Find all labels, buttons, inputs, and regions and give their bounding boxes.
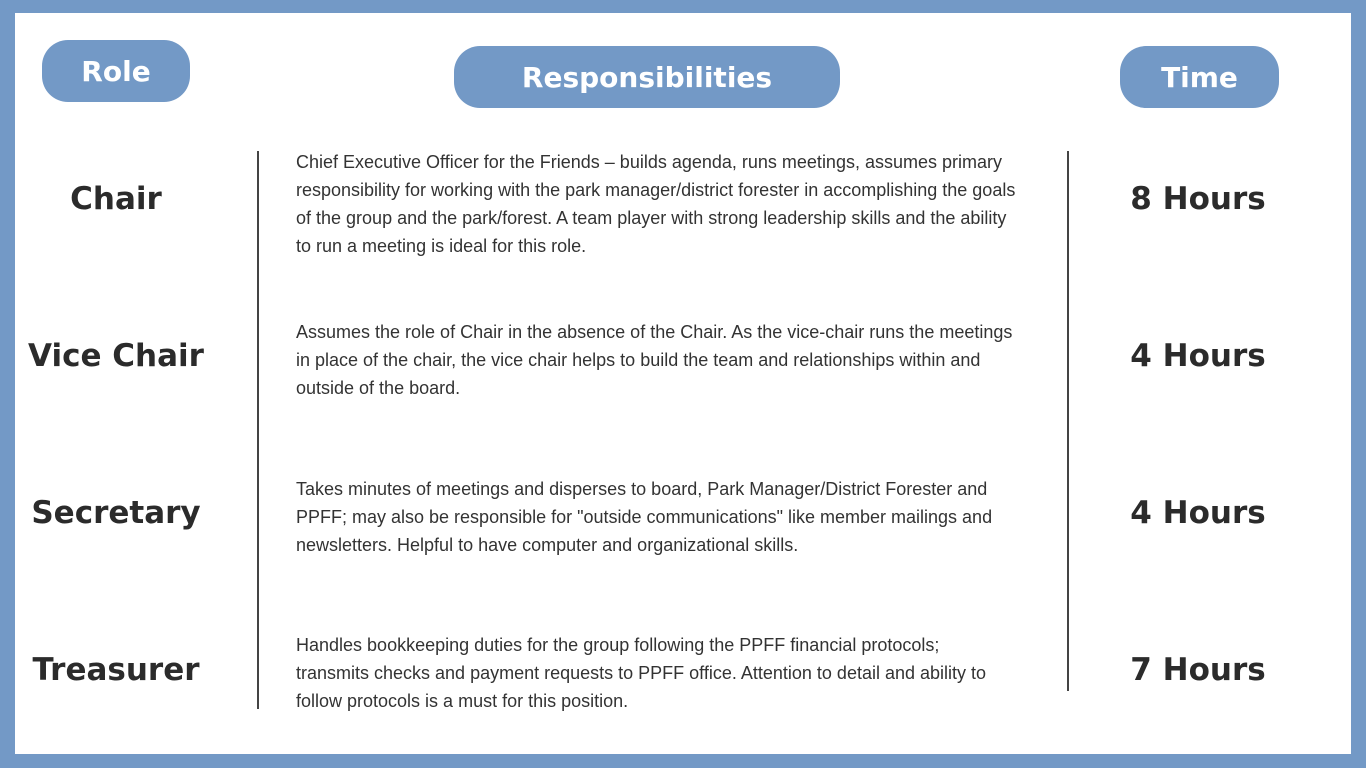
description-secretary: Takes minutes of meetings and disperses to board, Park Manager/District Forester and PPFF; may also be responsible for "outside communications" like member mailings and newsletters. Helpful to have computer and organizational skills.	[296, 479, 993, 555]
time-header-label: Time	[1161, 60, 1238, 94]
role-header-pill	[42, 40, 190, 102]
responsibilities-header-pill	[454, 46, 840, 108]
role-chair: Chair	[70, 181, 162, 217]
time-chair: 8 Hours	[1130, 181, 1266, 217]
role-secretary: Secretary	[31, 495, 201, 531]
time-header-pill	[1120, 46, 1279, 108]
role-vice-chair: Vice Chair	[28, 338, 204, 374]
role-header-label: Role	[81, 54, 151, 88]
description-treasurer: Handles bookkeeping duties for the group following the PPFF financial protocols; transmits checks and payment requests to PPFF office. Attention to detail and ability to follow protocols is a must for this position.	[296, 635, 987, 711]
left-divider	[257, 151, 259, 709]
role-treasurer: Treasurer	[32, 652, 200, 688]
responsibilities-header-label: Responsibilities	[521, 60, 773, 94]
right-divider	[1067, 151, 1069, 691]
description-chair: Chief Executive Officer for the Friends – builds agenda, runs meetings, assumes primary responsibility for working with the park manager/district forester in accomplishing the goals of the group and the park/forest. A team player with strong leadership skills and the ability to run a meeting is ideal for this role.	[296, 152, 1016, 256]
time-vice-chair: 4 Hours	[1130, 338, 1266, 374]
description-vice-chair: Assumes the role of Chair in the absence of the Chair. As the vice-chair runs the meetings in place of the chair, the vice chair helps to build the team and relationships within and outside of the board.	[296, 322, 1013, 398]
time-treasurer: 7 Hours	[1130, 652, 1266, 688]
time-secretary: 4 Hours	[1130, 495, 1266, 531]
